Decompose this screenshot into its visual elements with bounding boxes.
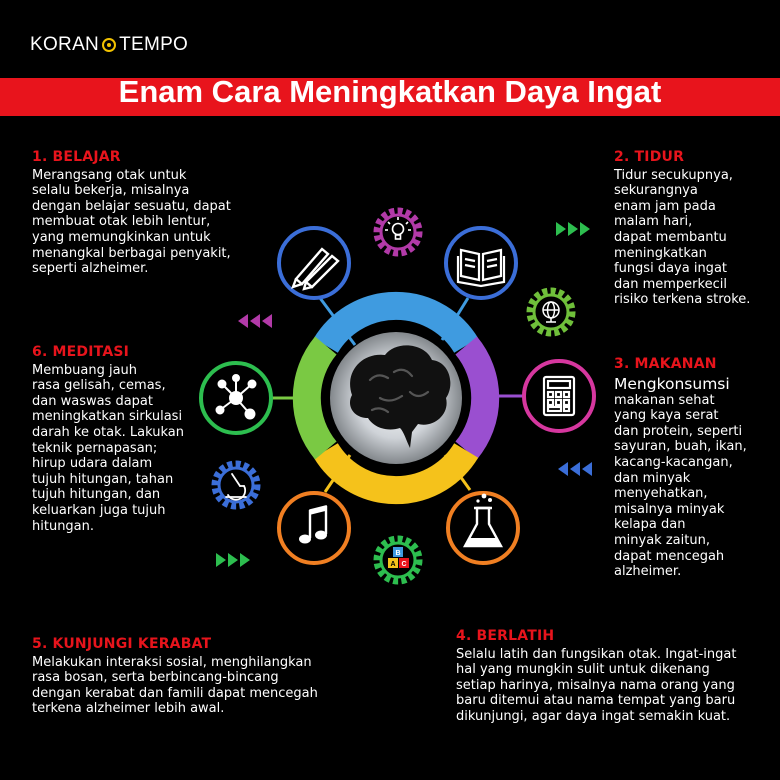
section-heading: 6. MEDITASI	[32, 344, 130, 360]
section-body: Merangsang otak untuk selalu bekerja, misalnya dengan belajar sesuatu, dapat membuat otak lebih lentur, yang memungkinkan untuk menangkal berbagai penyakit, seperti alzheimer.	[32, 167, 231, 277]
node-meditasi	[201, 363, 271, 433]
section-body: makanan sehat yang kaya serat dan protein, seperti sayuran, buah, ikan, kacang-kacangan, dan minyak menyehatkan, misalnya minyak kelapa dan minyak zaitun, dapat mencegah alzheimer.	[614, 392, 747, 580]
section-body: Selalu latih dan fungsikan otak. Ingat-ingat hal yang mungkin sulit untuk dikenang setiap harinya, misalnya nama orang yang baru ditemui atau nama tempat yang baru dikunjungi, agar daya ingat semakin kuat.	[456, 646, 737, 724]
arrows-right-green-lower	[216, 553, 250, 567]
section-body: Membuang jauh rasa gelisah, cemas, dan waswas dapat meningkatkan sirkulasi darah ke otak. Lakukan teknik pernapasan; hirup udara dalam tujuh hitungan, tahan tujuh hitungan, dan keluarkan juga tujuh hitungan.	[32, 362, 184, 534]
arrows-left-blue	[558, 462, 592, 476]
arrows-right-green	[556, 222, 590, 236]
node-kunjungi-kerabat	[279, 493, 349, 563]
logo-ring-icon	[102, 38, 116, 52]
block-letter: C	[401, 561, 407, 568]
gear-microscope	[215, 464, 257, 506]
section-lead: Mengkonsumsi	[614, 374, 730, 393]
section-heading: 4. BERLATIH	[456, 628, 555, 644]
section-tidur	[614, 150, 774, 308]
section-body: Tidur secukupnya, sekurangnya enam jam pada malam hari, dapat membantu meningkatkan fungsi daya ingat dan memperkecil risiko terkena stroke.	[614, 167, 751, 308]
section-meditasi	[32, 345, 212, 534]
section-makanan	[614, 357, 774, 580]
gear-globe	[530, 291, 572, 333]
section-heading: 2. TIDUR	[614, 149, 685, 165]
section-berlatih	[456, 629, 756, 725]
title-banner	[0, 74, 780, 116]
brand-part2: TEMPO	[119, 34, 189, 55]
section-heading: 5. KUNJUNGI KERABAT	[32, 636, 212, 652]
brand-part1: KORAN	[30, 34, 100, 55]
block-letter: A	[390, 561, 396, 568]
section-belajar	[32, 150, 282, 277]
section-kunjungi-kerabat	[32, 637, 352, 717]
gear-lightbulb	[377, 211, 419, 253]
section-heading: 3. MAKANAN	[614, 356, 717, 372]
node-berlatih	[448, 493, 518, 563]
gear-abc	[377, 539, 419, 581]
node-belajar	[279, 228, 349, 298]
page-title: Enam Cara Meningkatkan Daya Ingat	[118, 74, 662, 109]
section-heading: 1. BELAJAR	[32, 149, 121, 165]
node-tidur	[446, 228, 516, 298]
block-letter: B	[395, 550, 401, 557]
brand-logo	[30, 34, 188, 56]
section-body: Melakukan interaksi sosial, menghilangkan rasa bosan, serta berbincang-bincang dengan kerabat dan famili dapat mencegah terkena alzheimer lebih awal.	[32, 654, 318, 717]
node-makanan	[524, 361, 594, 431]
arrows-left-magenta	[238, 314, 272, 328]
